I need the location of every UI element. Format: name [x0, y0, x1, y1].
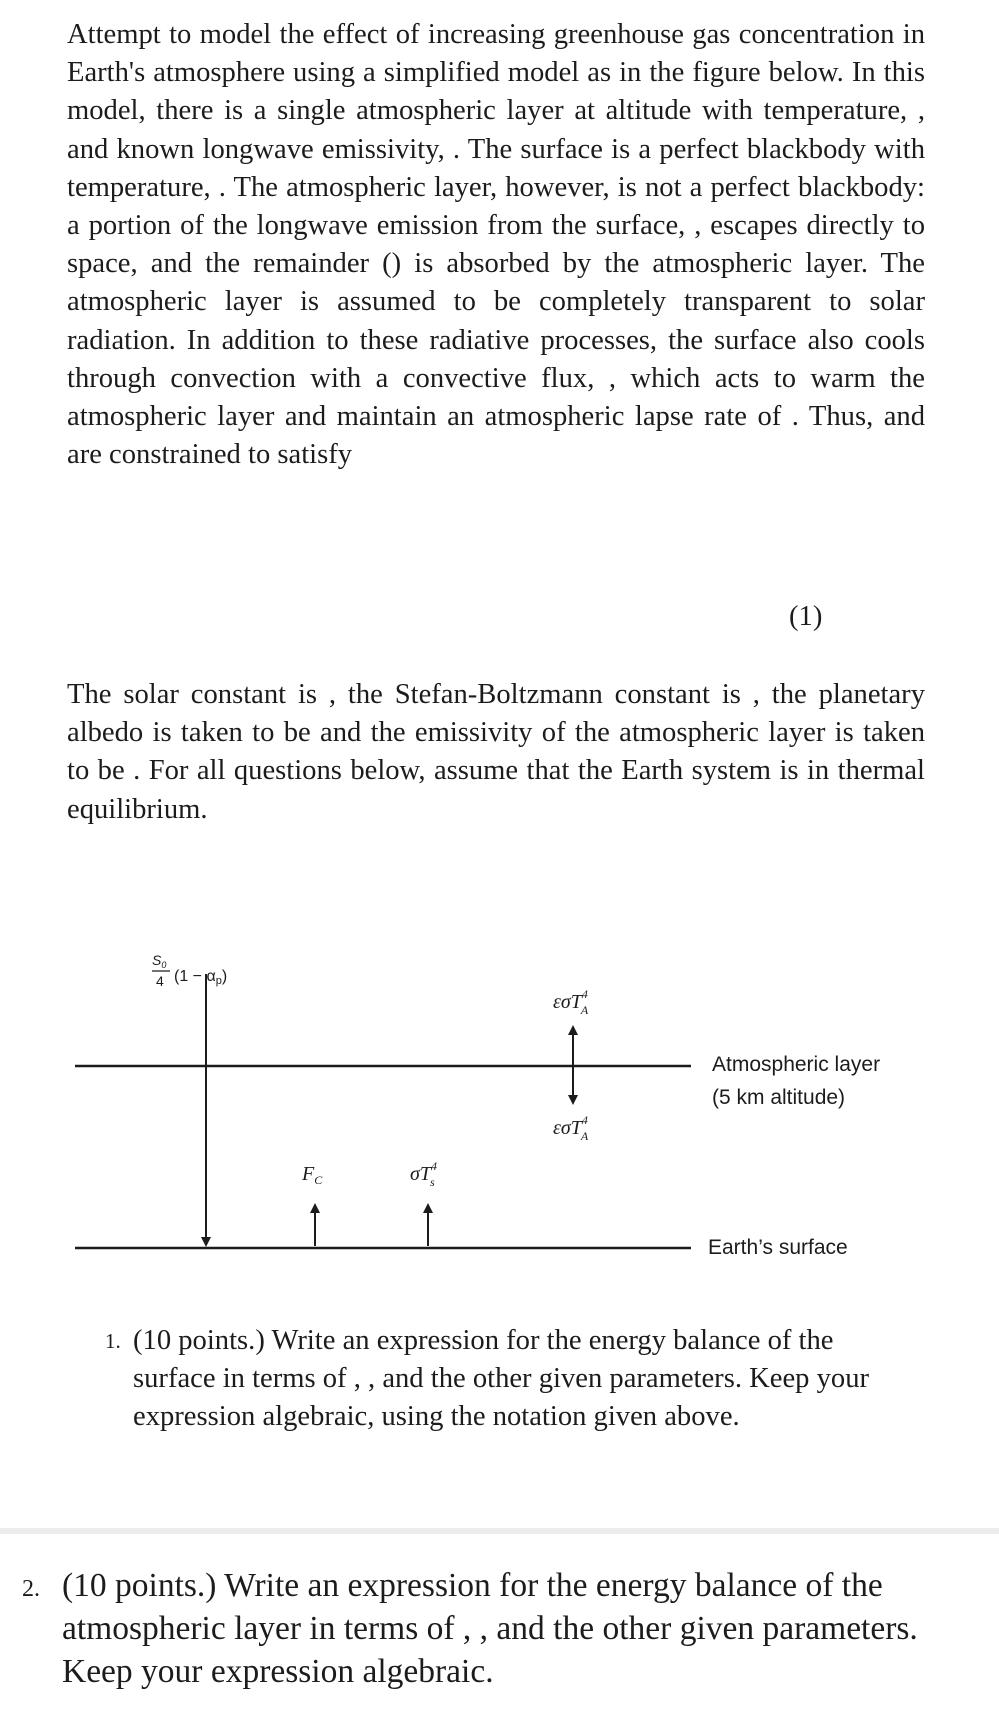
atmos-emission-up-arrow	[568, 1025, 578, 1066]
svg-text:(1 − αp): (1 − αp)	[174, 968, 228, 987]
solar-input-label	[152, 952, 227, 989]
equation-number: (1)	[789, 601, 823, 632]
intro-paragraph-1: Attempt to model the effect of increasing greenhouse gas concentration in Earth's atmosphere using a simplified model as in the figure below. In this model, there is a single atmospheric layer at altitude with temperature, , and known longwave emissivity, . The surface is a perfect blackbody with temperature, . The atmospheric layer, however, is not a perfect blackbody: a portion of the longwave emission from the surface, , escapes directly to space, and the remainder () is absorbed by the atmospheric layer. The atmospheric layer is assumed to be completely transparent to solar radiation. In addition to these radiative processes, the surface also cools through convection with a convective flux, , which acts to warm the atmospheric layer and maintain an atmospheric lapse rate of . Thus, and are constrained to satisfy	[67, 19, 925, 471]
atmos-emission-down-label: εσT$^4$ A	[553, 1113, 589, 1143]
solar-input-arrow	[201, 974, 211, 1247]
svg-text:4: 4	[156, 973, 164, 989]
surface-emission-arrow	[423, 1203, 433, 1246]
convective-flux-label: $F_C$	[302, 1163, 323, 1187]
question-2-text: (10 points.) Write an expression for the energy balance of the atmospheric layer in terms of , , and the other given parameters. Keep your expression algebraic.	[62, 1567, 918, 1690]
atmos-emission-up-label: εσT$^4$ A	[553, 987, 589, 1017]
question-2-number: 2.	[22, 1576, 40, 1602]
section-divider	[0, 1528, 999, 1534]
energy-balance-diagram	[0, 940, 999, 1280]
surface-emission-label: $\sigma T^4$ s	[410, 1159, 437, 1189]
question-2	[22, 1564, 942, 1693]
surface-label: Earth’s surface	[708, 1236, 848, 1259]
convective-flux-arrow	[310, 1203, 320, 1246]
svg-text:S0: $S_0$	[152, 952, 167, 970]
atmos-layer-label-line1: Atmospheric layer	[712, 1053, 881, 1076]
question-1-text: (10 points.) Write an expression for the energy balance of the surface in terms of , , and the other given parameters. Keep your expression algebraic, using the notation given above.	[133, 1325, 870, 1432]
atmos-layer-label-line2: (5 km altitude)	[712, 1086, 846, 1109]
atmos-emission-down-arrow	[568, 1066, 578, 1105]
intro-paragraph-2: The solar constant is , the Stefan-Boltzmann constant is , the planetary albedo is taken to be and the emissivity of the atmospheric layer is taken to be . For all questions below, assume that the Earth system is in thermal equilibrium.	[67, 679, 925, 825]
question-1	[105, 1322, 895, 1436]
question-1-number: 1.	[105, 1329, 121, 1353]
